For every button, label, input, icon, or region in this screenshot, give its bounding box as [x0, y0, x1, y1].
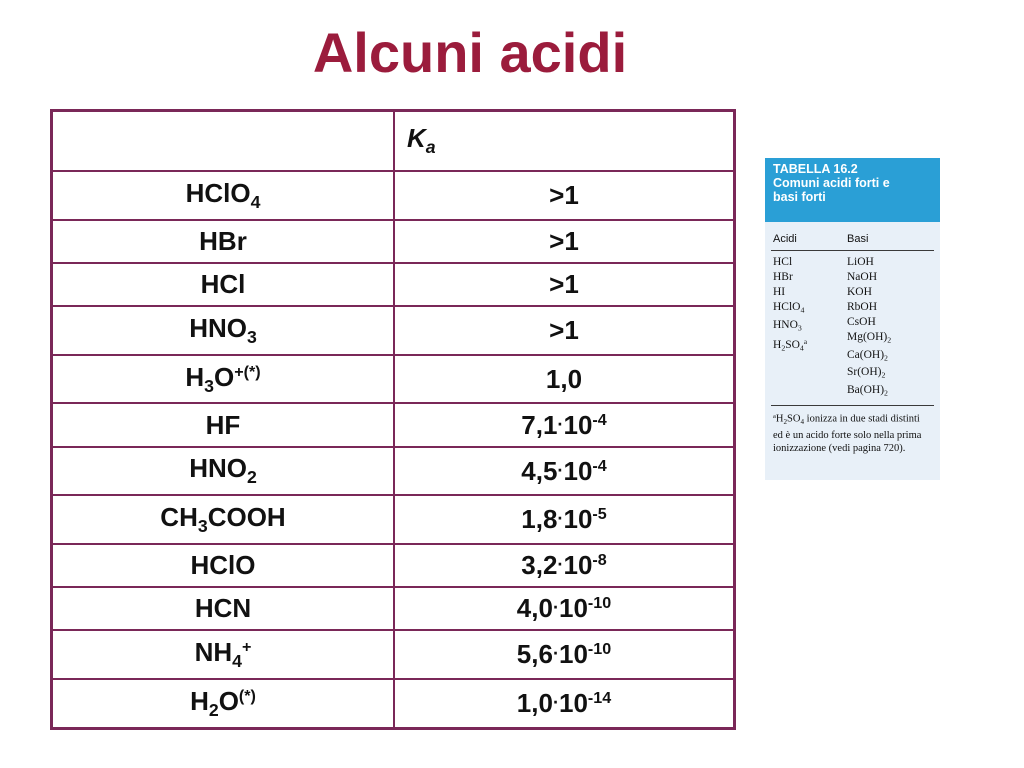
- acid-formula-sub: 4: [232, 651, 242, 672]
- sidebar-header-line: basi forti: [773, 190, 826, 204]
- acid-formula-text: HClO: [190, 550, 256, 581]
- acid-cell: [52, 587, 395, 630]
- sidebar-header-line: TABELLA 16.2: [773, 162, 858, 176]
- acid-cell: [52, 220, 395, 263]
- acid-formula-text: HCl: [200, 268, 246, 299]
- acid-formula-sub: 2: [208, 700, 219, 721]
- ka-value-sup: -14: [587, 689, 612, 708]
- strong-acid-item-part-sup: a: [803, 338, 807, 347]
- acid-formula-text: HClO: [185, 177, 251, 208]
- ka-value-text: 1,0: [516, 688, 553, 719]
- ka-subscript: a: [425, 137, 436, 158]
- table-row: [52, 263, 735, 306]
- ka-value-cell: [394, 544, 735, 587]
- strong-base-item: [847, 383, 932, 401]
- ka-value-sup: -10: [587, 640, 612, 659]
- table-row: [52, 355, 735, 404]
- ka-value-dot: ·: [557, 459, 564, 480]
- acid-formula-sup: +(*): [234, 362, 261, 381]
- acid-formula-sub: 3: [246, 327, 257, 348]
- acid-formula-text: H: [190, 685, 209, 716]
- acids-table: [50, 109, 736, 730]
- strong-acid-item-part-text: H: [773, 339, 782, 352]
- strong-acids-list: [773, 255, 847, 401]
- acid-cell: [52, 403, 395, 446]
- ka-value-text: 10: [563, 409, 593, 440]
- footnote-sub: 4: [800, 418, 805, 426]
- acid-formula-text: HBr: [199, 225, 247, 256]
- acid-formula-sub: 3: [204, 375, 214, 396]
- acid-formula-sup: (*): [238, 687, 256, 706]
- strong-base-item-part-text: Mg(OH): [847, 331, 888, 343]
- table-row: [52, 679, 735, 728]
- table-row: [52, 171, 735, 220]
- sidebar-footnote: [765, 406, 940, 459]
- strong-base-item-part-text: RbOH: [847, 301, 878, 313]
- table-row: [52, 630, 735, 679]
- ka-value-cell: [394, 630, 735, 679]
- acid-cell: [52, 306, 395, 355]
- strong-base-item: [847, 300, 932, 315]
- acid-cell: [52, 447, 395, 496]
- ka-value-text: 4,5: [521, 455, 558, 486]
- strong-acid-item: [773, 335, 847, 356]
- strong-acid-item: [773, 270, 847, 285]
- ka-value-text: 5,6: [516, 639, 553, 670]
- table-row: [52, 403, 735, 446]
- strong-base-item-part-text: Ba(OH): [847, 384, 885, 397]
- table-row: [52, 447, 735, 496]
- footnote-sup: a: [773, 412, 776, 420]
- ka-value-text: 10: [563, 455, 593, 486]
- strong-acid-item: [773, 255, 847, 270]
- acid-formula-sub: 4: [250, 191, 261, 212]
- ka-value-text: 10: [559, 688, 588, 719]
- page-title: Alcuni acidi: [312, 21, 628, 84]
- acid-cell: [52, 630, 395, 679]
- ka-value-sup: -4: [592, 410, 607, 429]
- strong-base-item-part-sub: 2: [887, 335, 892, 345]
- ka-value-sup: -8: [592, 551, 607, 570]
- ka-value-text: 10: [559, 639, 588, 670]
- ka-value-cell: [394, 355, 735, 404]
- strong-acid-item-part-sub: 4: [799, 344, 804, 354]
- strong-base-item-part-sub: 2: [881, 371, 886, 381]
- footnote-sub: 2: [783, 418, 788, 426]
- strong-acid-item-part-text: HNO: [773, 318, 798, 331]
- acid-formula-text: CH: [160, 502, 198, 533]
- ka-value-dot: ·: [552, 692, 559, 713]
- header-ka-cell: [394, 111, 735, 172]
- ka-value-dot: ·: [557, 508, 564, 529]
- ka-value-text: >1: [549, 314, 579, 345]
- ka-value-cell: [394, 263, 735, 306]
- ka-value-text: 1,0: [545, 363, 583, 394]
- ka-value-sup: -5: [592, 505, 607, 524]
- strong-base-item-part-sub: 2: [884, 353, 888, 363]
- acid-cell: [52, 544, 395, 587]
- ka-value-text: 3,2: [521, 550, 558, 581]
- ka-value-sup: -10: [587, 594, 612, 613]
- acid-formula-sup: +: [241, 638, 252, 657]
- ka-value-dot: ·: [552, 643, 559, 664]
- strong-base-item: [847, 255, 932, 270]
- ka-value-text: >1: [549, 268, 579, 299]
- acid-formula-text: COOH: [207, 502, 286, 533]
- strong-acid-item: [773, 285, 847, 300]
- strong-acid-item-part-text: HClO: [773, 301, 801, 313]
- ka-value-dot: ·: [557, 554, 564, 575]
- ka-label: K: [407, 123, 426, 154]
- strong-acid-item: [773, 300, 847, 318]
- strong-bases-list: [847, 255, 932, 401]
- table-row: [52, 495, 735, 544]
- acid-formula-text: HF: [205, 409, 241, 440]
- acid-formula-text: O: [213, 361, 235, 392]
- ka-value-text: 1,8: [521, 504, 558, 535]
- table-row: [52, 544, 735, 587]
- acids-column-header: Acidi: [773, 233, 797, 245]
- sidebar-header-line: Comuni acidi forti e: [773, 176, 890, 190]
- ka-value-dot: ·: [552, 597, 559, 618]
- table-row: [52, 220, 735, 263]
- strong-acid-item-part-sub: 2: [781, 344, 786, 354]
- ka-value-cell: [394, 587, 735, 630]
- ka-value-cell: [394, 679, 735, 728]
- acid-formula-text: O: [218, 685, 239, 716]
- strong-acid-item-part-sub: 4: [800, 305, 805, 315]
- acid-cell: [52, 263, 395, 306]
- strong-base-item-part-text: NaOH: [847, 271, 878, 283]
- strong-base-item-part-text: Sr(OH): [847, 366, 882, 379]
- acid-formula-sub: 3: [197, 516, 208, 537]
- strong-acid-item-part-text: HBr: [773, 271, 793, 283]
- strong-base-item-part-text: Ca(OH): [847, 348, 885, 361]
- footnote-text: SO: [787, 413, 801, 425]
- acid-formula-text: HNO: [189, 453, 247, 484]
- acid-cell: [52, 495, 395, 544]
- footnote-text: ionizza in due stadi distinti ed è un acido forte solo nella prima ionizzazione (vedi pagina 720).: [773, 413, 922, 454]
- ka-value-text: >1: [549, 179, 579, 210]
- ka-value-text: 10: [559, 593, 588, 624]
- strong-acid-item-part-text: HI: [773, 286, 786, 298]
- strong-base-item-part-text: KOH: [847, 286, 872, 298]
- table-header-row: [52, 111, 735, 172]
- strong-base-item: [847, 348, 932, 366]
- table-row: [52, 306, 735, 355]
- acid-formula-text: H: [185, 361, 205, 392]
- bases-column-header: Basi: [847, 233, 869, 245]
- ka-value-text: 10: [563, 550, 593, 581]
- header-empty-cell: [52, 111, 395, 172]
- sidebar-table-16-2: [765, 158, 940, 480]
- strong-base-item: [847, 285, 932, 300]
- sidebar-column-headers: [765, 233, 940, 245]
- acid-cell: [52, 355, 395, 404]
- strong-base-item-part-sub: 2: [884, 388, 888, 398]
- strong-acid-item-part-text: SO: [785, 339, 800, 352]
- ka-value-text: >1: [549, 225, 579, 256]
- sidebar-body: [765, 251, 940, 401]
- acid-formula-sub: 2: [246, 467, 257, 488]
- ka-value-cell: [394, 171, 735, 220]
- acid-cell: [52, 171, 395, 220]
- ka-value-cell: [394, 495, 735, 544]
- acid-formula-text: HCN: [194, 593, 252, 624]
- strong-base-item: [847, 270, 932, 285]
- strong-acid-item: [773, 318, 847, 336]
- footnote-text: H: [775, 413, 784, 425]
- acid-formula-text: HNO: [189, 312, 247, 343]
- ka-value-text: 7,1: [521, 409, 558, 440]
- strong-acid-item-part-sub: 3: [797, 323, 802, 333]
- acid-formula-text: NH: [194, 637, 233, 668]
- strong-acid-item-part-text: HCl: [773, 256, 793, 268]
- strong-base-item-part-text: LiOH: [847, 256, 874, 268]
- strong-base-item: [847, 315, 932, 330]
- strong-base-item: [847, 365, 932, 383]
- ka-value-sup: -4: [592, 456, 607, 475]
- ka-value-cell: [394, 447, 735, 496]
- ka-value-cell: [394, 220, 735, 263]
- table-row: [52, 587, 735, 630]
- ka-value-text: 4,0: [516, 593, 553, 624]
- acid-cell: [52, 679, 395, 728]
- sidebar-header: [765, 158, 940, 222]
- strong-base-item: [847, 330, 932, 348]
- ka-value-text: 10: [563, 504, 593, 535]
- ka-value-dot: ·: [557, 413, 564, 434]
- ka-value-cell: [394, 403, 735, 446]
- strong-base-item-part-text: CsOH: [847, 316, 876, 328]
- ka-value-cell: [394, 306, 735, 355]
